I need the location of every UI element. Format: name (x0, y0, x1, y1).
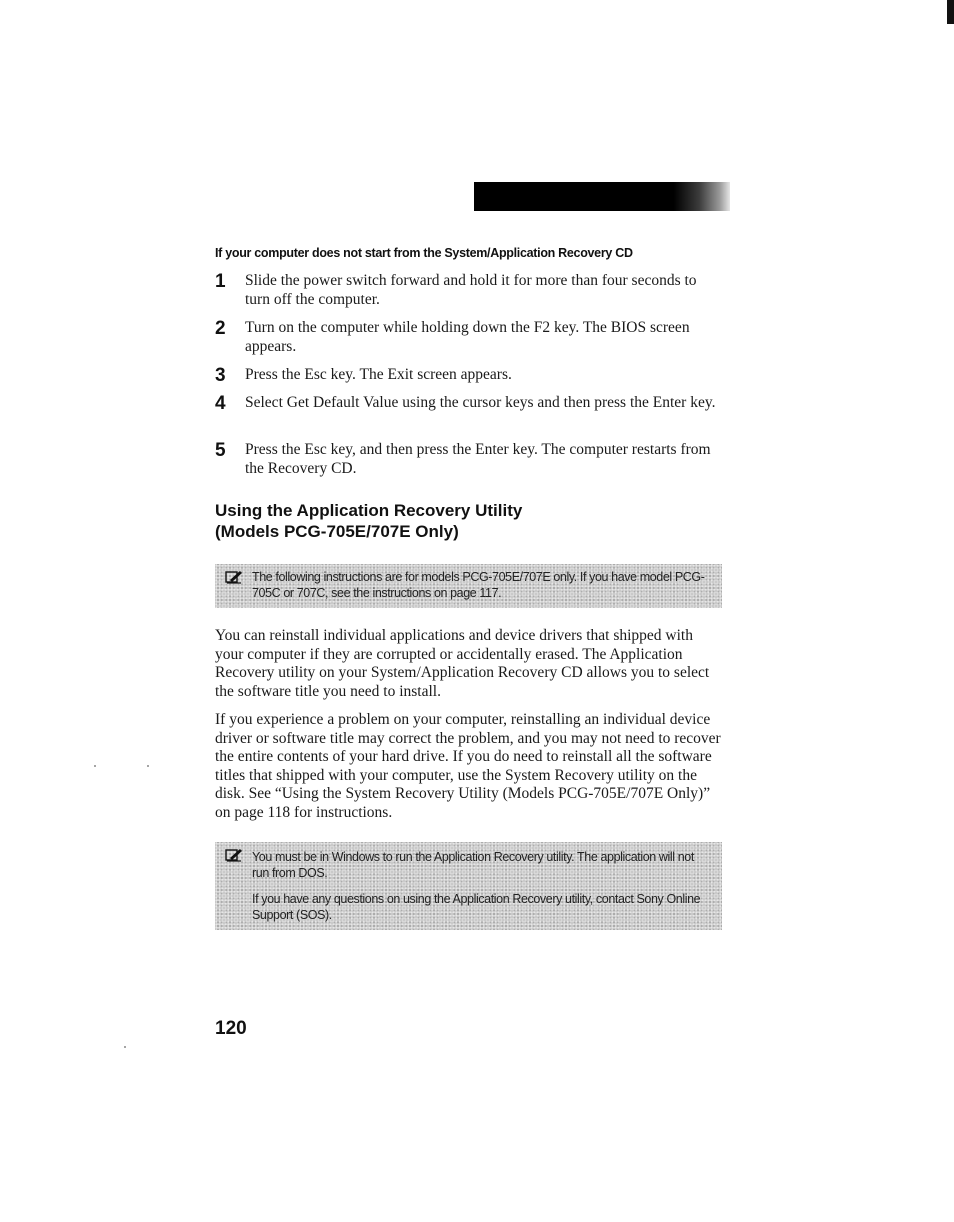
chapter-header-bar (474, 182, 730, 211)
step-number: 3 (215, 365, 226, 386)
pen-icon (225, 848, 243, 862)
section-heading-line2: (Models PCG-705E/707E Only) (215, 522, 459, 541)
step-text: Turn on the computer while holding down the F2 key. The BIOS screen appears. (245, 319, 690, 355)
note-box-windows (215, 842, 722, 930)
scan-speck (94, 765, 96, 767)
step-number: 5 (215, 440, 226, 461)
page-edge-mark (947, 0, 954, 24)
body-paragraph: If you experience a problem on your computer, reinstalling an individual device driver or software title may correct the problem, and you may not need to recover the entire contents of your hard drive. If you do need to reinstall all the software titles that shipped with your computer, use the System Recovery utility on the disk. See “Using the System Recovery Utility (Models PCG-705E/707E Only)” on page 118 for instructions. (215, 711, 721, 821)
scan-speck (147, 765, 149, 767)
step-text: Press the Esc key, and then press the Enter key. The computer restarts from the Recovery CD. (245, 441, 711, 477)
note-text: The following instructions are for models PCG-705E/707E only. If you have model PCG-705C or 707C, see the instructions on page 117. (252, 570, 705, 600)
page-number: 120 (215, 1018, 247, 1039)
step-number: 1 (215, 271, 226, 292)
procedure-subheading: If your computer does not start from the System/Application Recovery CD (215, 246, 633, 260)
step-text: Press the Esc key. The Exit screen appears. (245, 366, 512, 383)
note-box-models (215, 564, 722, 608)
body-paragraph: You can reinstall individual applications and device drivers that shipped with your computer if they are corrupted or accidentally erased. The Application Recovery utility on your System/Application Recovery CD allows you to select the software title you need to install. (215, 627, 710, 700)
step-text: Slide the power switch forward and hold it for more than four seconds to turn off the computer. (245, 272, 697, 308)
step-number: 2 (215, 318, 226, 339)
note-text: If you have any questions on using the Application Recovery utility, contact Sony Online Support (SOS). (252, 892, 701, 922)
section-heading-line1: Using the Application Recovery Utility (215, 501, 523, 520)
section-heading (215, 500, 675, 542)
pen-icon (225, 570, 243, 584)
note-text: You must be in Windows to run the Application Recovery utility. The application will not run from DOS. (252, 850, 694, 880)
scan-speck (124, 1046, 126, 1048)
step-text: Select Get Default Value using the cursor keys and then press the Enter key. (245, 394, 716, 411)
step-number: 4 (215, 393, 226, 414)
